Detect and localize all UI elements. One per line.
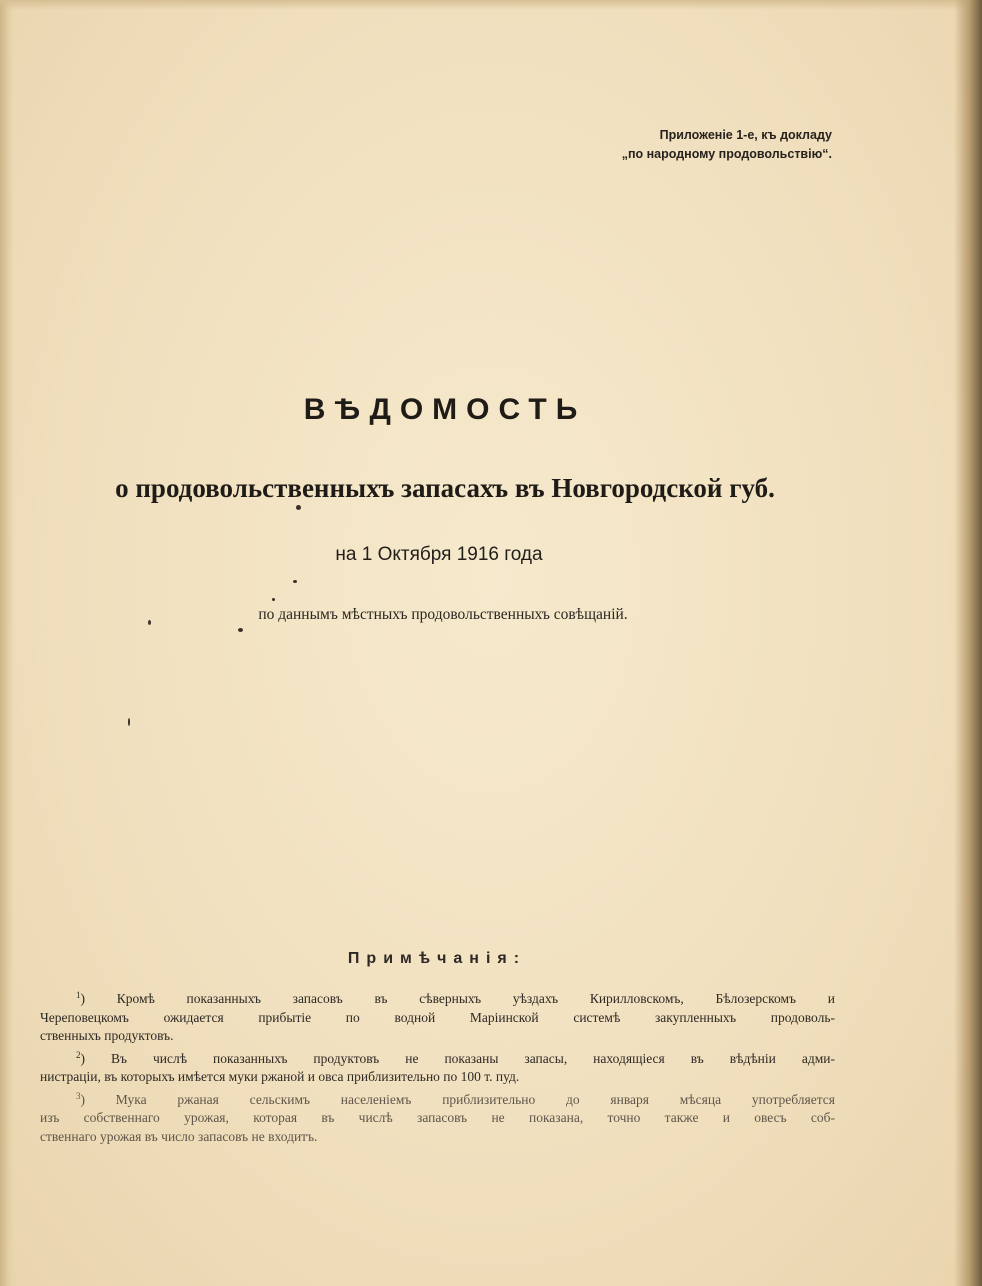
note-3-line-3: ственнаго урожая въ число запасовъ не входитъ.	[40, 1128, 318, 1144]
note-2-marker: 2	[76, 1049, 81, 1060]
paper-speck	[148, 620, 151, 625]
appendix-note	[622, 126, 832, 164]
note-1-marker: 1	[76, 990, 81, 1000]
note-1-line-1-text: ) Кромѣ показанныхъ запасовъ въ сѣверныхъ уѣздахъ Кирилловскомъ, Бѣлозерскомъ и	[80, 991, 835, 1006]
appendix-line-1: Приложеніе 1-е, къ докладу	[659, 128, 832, 142]
notes-heading: Примѣчанія:	[347, 950, 527, 967]
document-title: ВѢДОМОСТЬ	[303, 393, 587, 426]
note-1-line-1	[40, 986, 835, 1009]
note-1-line-2: Череповецкомъ ожидается прибытіе по водной Маріинской системѣ закупленныхъ продоволь-	[40, 1009, 835, 1025]
document-date: на 1 Октября 1916 года	[335, 544, 543, 565]
paper-speck	[296, 505, 301, 510]
page-right-edge	[954, 0, 982, 1286]
note-3	[40, 1087, 835, 1147]
paper-speck	[128, 718, 130, 726]
note-3-line-2: изъ собственнаго урожая, которая въ числѣ запасовъ не показана, точно также и овесъ соб-	[40, 1110, 835, 1125]
appendix-line-2: „по народному продовольствію“.	[621, 147, 832, 161]
paper-speck	[238, 628, 243, 632]
paper-speck	[293, 580, 297, 583]
note-2	[40, 1046, 835, 1087]
document-subtitle: о продовольственныхъ запасахъ въ Новгородской губ.	[115, 473, 775, 503]
note-1	[40, 986, 835, 1046]
note-3-line-1-text: ) Мука ржаная сельскимъ населеніемъ приблизительно до января мѣсяца употребляется	[80, 1091, 835, 1107]
page-left-edge	[0, 0, 14, 1286]
page-top-edge	[0, 0, 982, 10]
note-3-marker: 3	[76, 1090, 81, 1101]
note-1-line-3: ственныхъ продуктовъ.	[40, 1028, 174, 1043]
paper-speck	[272, 598, 275, 601]
note-2-line-1-text: ) Въ числѣ показанныхъ продуктовъ не показаны запасы, находящіеся въ вѣдѣніи адми-	[80, 1050, 835, 1066]
note-3-line-1	[40, 1087, 835, 1110]
note-2-line-2: нистраціи, въ которыхъ имѣется муки ржаной и овса приблизительно по 100 т. пуд.	[40, 1069, 520, 1084]
document-source: по даннымъ мѣстныхъ продовольственныхъ совѣщаній.	[258, 606, 628, 623]
note-2-line-1	[40, 1046, 835, 1069]
notes-list	[40, 986, 835, 1146]
